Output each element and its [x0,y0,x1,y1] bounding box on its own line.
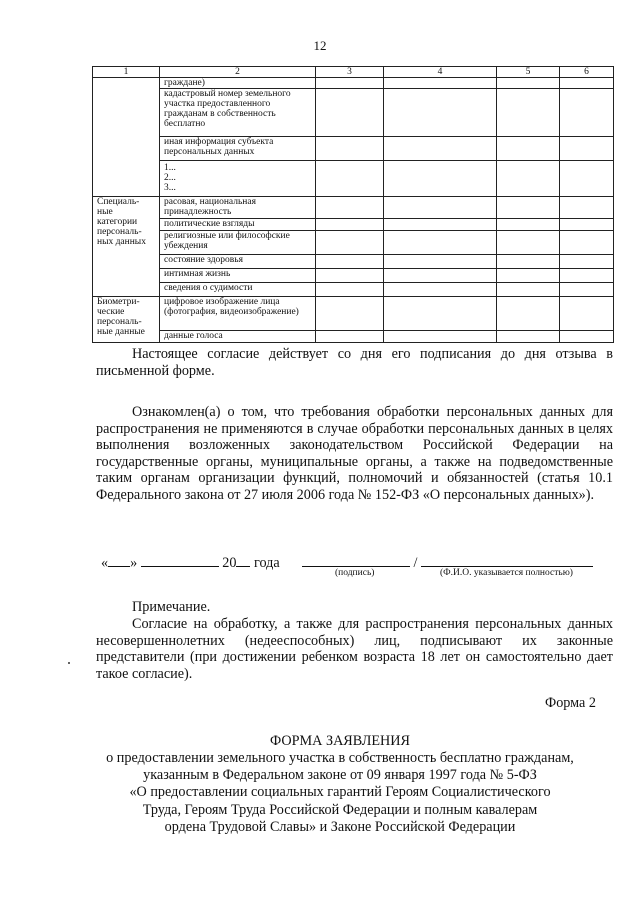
data-type-cell: религиозные или философские убеждения [160,231,316,255]
table-row [93,269,614,283]
table-row [93,231,614,255]
signature-blank [302,552,410,567]
scan-speck [68,662,70,664]
form-subtitle-line: указанным в Федеральном законе от 09 января 1997 года № 5-ФЗ [143,767,537,784]
column-header: 4 [384,67,497,78]
month-blank [141,552,219,567]
signature-caption: (подпись) [335,568,375,578]
data-type-cell: данные голоса [160,331,316,343]
table-row [93,297,614,331]
data-type-cell: 1... 2... 3... [160,161,316,197]
form-subtitle-line: Труда, Героям Труда Российской Федерации и полным кавалерам [142,801,538,818]
table-row [93,161,614,197]
signature-field: / [302,552,593,572]
table-header-row [93,67,614,78]
data-type-cell: состояние здоровья [160,255,316,269]
validity-paragraph: Настоящее согласие действует со дня его подписания до дня отзыва в письменной форме. [96,346,613,379]
data-type-cell: интимная жизнь [160,269,316,283]
form-subtitle-line: ордена Трудовой Славы» и Законе Российской Федерации [164,818,516,835]
table-row [93,197,614,219]
data-type-cell: расовая, национальная принадлежность [160,197,316,219]
column-header: 1 [93,67,160,78]
category-cell: Биометри- ческие персональ- ные данные [93,297,160,343]
day-blank [108,552,130,567]
note-title: Примечание. [132,599,211,615]
column-header: 3 [316,67,384,78]
note-body: Согласие на обработку, а также для распространения персональных данных несовершеннолетних (недееспособных) лиц, подписывают их законные представители (при достижении ребенком возраста 18 лет он самостоятельно дает такое согласие). [96,616,613,682]
full-name-caption: (Ф.И.О. указывается полностью) [440,568,573,578]
date-field: « » 20 года [101,552,280,572]
column-header: 5 [497,67,560,78]
data-type-cell: граждане) [160,78,316,89]
acknowledgement-paragraph: Ознакомлен(а) о том, что требования обработки персональных данных для распространения не применяются в случае обработки персональных данных в целях выполнения возложенных законодательством Российской Федерации на государственные органы, муниципальные органы, а также на подведомственные таким органам организации функций, полномочий и обязанностей (статья 10.1 Федерального закона от 27 июля 2006 года № 152-ФЗ «О персональных данных»). [96,404,613,503]
table-row [93,137,614,161]
table-row [93,78,614,89]
form-subtitle-line: «О предоставлении социальных гарантий Героям Социалистического [129,784,551,801]
data-type-cell: политические взгляды [160,219,316,231]
category-cell: Специаль- ные категории персональ- ных данных [93,197,160,297]
data-type-cell: иная информация субъекта персональных данных [160,137,316,161]
table-row [93,255,614,269]
year-blank [236,552,250,567]
form-subtitle [60,750,620,836]
table-row [93,331,614,343]
form-title: ФОРМА ЗАЯВЛЕНИЯ [270,733,410,749]
table-row [93,89,614,137]
column-header: 6 [560,67,614,78]
data-type-cell: кадастровый номер земельного участка предоставленного гражданам в собственность бесплатно [160,89,316,137]
form-label: Форма 2 [545,695,596,711]
table-row [93,219,614,231]
data-type-cell: цифровое изображение лица (фотография, видеоизображение) [160,297,316,331]
column-header: 2 [160,67,316,78]
category-cell [93,78,160,197]
data-type-cell: сведения о судимости [160,283,316,297]
full-name-blank [421,552,593,567]
table-row [93,283,614,297]
page-number: 12 [313,38,327,53]
personal-data-table [92,66,614,343]
form-subtitle-line: о предоставлении земельного участка в собственность бесплатно гражданам, [106,750,574,766]
